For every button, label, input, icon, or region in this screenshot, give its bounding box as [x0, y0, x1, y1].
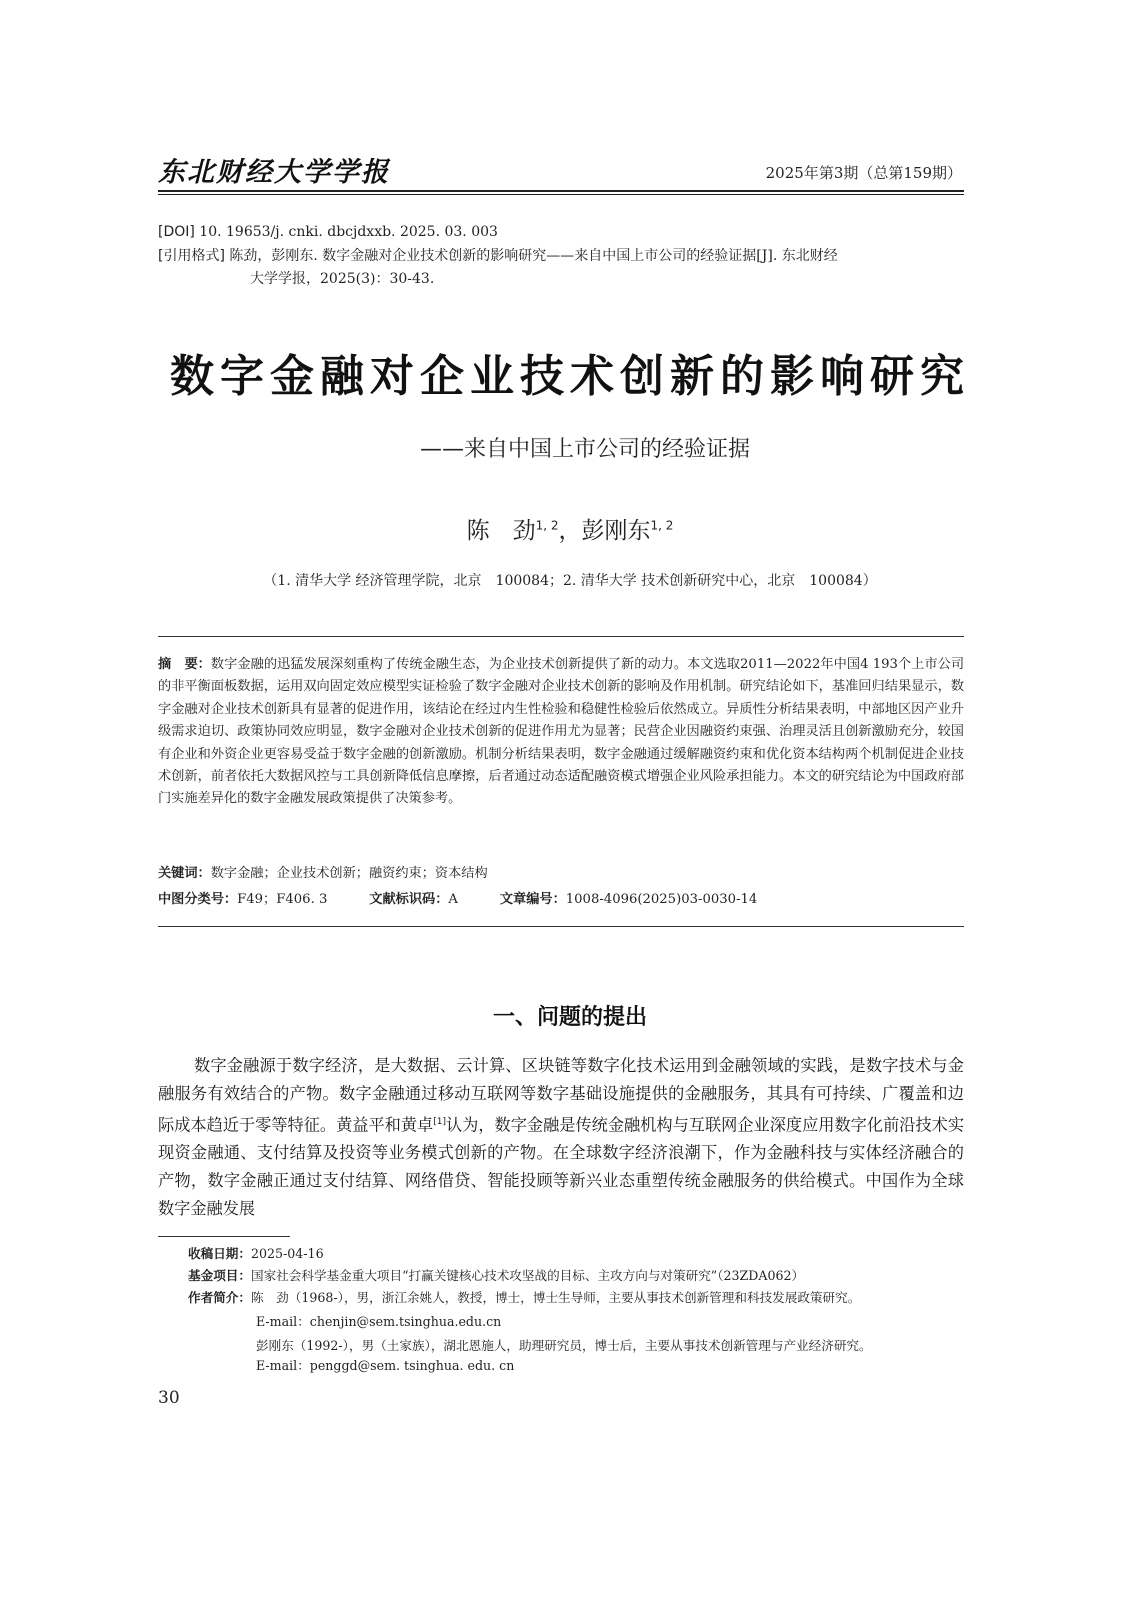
- author-affil-sup: 1, 2: [535, 518, 559, 533]
- keywords-text: 数字金融；企业技术创新；融资约束；资本结构: [210, 866, 488, 881]
- fund-text: 国家社会科学基金重大项目“打赢关键核心技术攻坚战的目标、主攻方向与对策研究”（23ZDA062）: [250, 1268, 805, 1283]
- body-text-part: 认为，数字金融是传统金融机构与互联网企业深度应用数字化前沿技术实现资金融通、支付结算及投资等业务模式创新的产物。在全球数字经济浪潮下，作为金融科技与实体经济融合的产物，数字金融正通过支付结算、网络借贷、智能投顾等新兴业态重塑传统金融服务的供给模式。中国作为全球数字金融发展: [158, 1115, 965, 1219]
- author-line: [0, 512, 1140, 545]
- author-bio-text: 陈 劲（1968-），男，浙江余姚人，教授，博士，博士生导师，主要从事技术创新管理和科技发展政策研究。: [250, 1290, 861, 1305]
- abstract: [158, 654, 964, 811]
- doi-value: 10. 19653/j. cnki. dbcjdxxb. 2025. 03. 003: [194, 224, 498, 240]
- clc-label: 中图分类号：: [158, 892, 238, 907]
- footnote-author-bio: [188, 1288, 968, 1308]
- citation-text: 陈劲，彭刚东. 数字金融对企业技术创新的影响研究——来自中国上市公司的经验证据[J]. 东北财经: [224, 248, 838, 264]
- citation-line: [158, 244, 968, 268]
- header-rule-thin: [158, 194, 964, 195]
- abstract-bottom-rule: [158, 926, 964, 927]
- fund-label: 基金项目：: [188, 1268, 251, 1283]
- body-text-part: 数字金融源于数字经济，是大数据、云计算、区块链等数字化技术运用到金融领域的实践，是数字技术与金融服务有效结合的产物。数字金融通过移动互联网等数字基础设施提供的金融服务，其具有可持续、广覆盖和边际成本趋近于零等特征。黄益平和黄卓: [158, 1056, 964, 1135]
- footnote-rule: [158, 1236, 290, 1237]
- classification-line: [158, 888, 757, 907]
- clc-value: F49；F406. 3: [237, 892, 328, 907]
- author-separator: ，: [558, 518, 582, 544]
- received-label: 收稿日期：: [188, 1246, 251, 1261]
- section-heading: 一、问题的提出: [492, 1005, 647, 1030]
- author-name: 彭刚东: [581, 518, 651, 544]
- citation-ref: [1]: [433, 1117, 446, 1127]
- footnote-email: E-mail：penggd@sem. tsinghua. edu. cn: [256, 1358, 515, 1373]
- footnote-received: [188, 1244, 324, 1264]
- footnote-author-bio: 彭刚东（1992-），男（土家族），湖北恩施人，助理研究员，博士后，主要从事技术创新管理与产业经济研究。: [256, 1338, 872, 1353]
- doi-label: [DOI]: [158, 224, 195, 240]
- article-subtitle: ——来自中国上市公司的经验证据: [420, 437, 751, 462]
- issue-number: 2025年第3期（总第159期）: [765, 164, 962, 182]
- doc-code-label: 文献标识码：: [369, 892, 449, 907]
- affiliation: （1. 清华大学 经济管理学院，北京 100084；2. 清华大学 技术创新研究中心，北京 100084）: [263, 573, 877, 589]
- article-no-label: 文章编号：: [499, 892, 566, 907]
- header-rule: [158, 190, 964, 192]
- doc-code-value: A: [448, 892, 458, 907]
- doi-line: [158, 220, 498, 244]
- citation-label: [引用格式]: [158, 248, 225, 264]
- author-affil-sup: 1, 2: [650, 518, 674, 533]
- article-no-value: 1008-4096(2025)03-0030-14: [565, 892, 758, 907]
- article-title: 数字金融对企业技术创新的影响研究: [170, 351, 970, 402]
- author-name: 陈 劲: [466, 518, 536, 544]
- footnote-fund: [188, 1266, 804, 1286]
- journal-name: 东北财经大学学报: [158, 157, 390, 188]
- page-number: 30: [158, 1388, 180, 1408]
- received-date: 2025-04-16: [250, 1246, 324, 1261]
- keywords: [158, 862, 488, 881]
- abstract-text: 数字金融的迅猛发展深刻重构了传统金融生态，为企业技术创新提供了新的动力。本文选取2011—2022年中国4 193个上市公司的非平衡面板数据，运用双向固定效应模型实证检验了数字金融对企业技术创新的影响及作用机制。研究结论如下，基准回归结果显示，数字金融对企业技术创新具有显著的促进作用，该结论在经过内生性检验和稳健性检验后依然成立。异质性分析结果表明，中部地区因产业升级需求迫切、政策协同效应明显，数字金融对企业技术创新的促进作用尤为显著；民营企业因融资约束强、治理灵活且创新激励充分，较国有企业和外资企业更容易受益于数字金融的创新激励。机制分析结果表明，数字金融通过缓解融资约束和优化资本结构两个机制促进企业技术创新，前者依托大数据风控与工具创新降低信息摩擦，后者通过动态适配融资模式增强企业风险承担能力。本文的研究结论为中国政府部门实施差异化的数字金融发展政策提供了决策参考。: [158, 657, 965, 807]
- keywords-label: 关键词：: [158, 866, 211, 881]
- body-paragraph: [158, 1052, 964, 1223]
- footnote-email: E-mail：chenjin@sem.tsinghua.edu.cn: [256, 1314, 502, 1329]
- abstract-label: 摘 要：: [158, 657, 211, 672]
- author-bio-label: 作者简介：: [188, 1290, 251, 1305]
- citation-continuation: 大学学报，2025(3)：30-43.: [250, 271, 435, 287]
- abstract-top-rule: [158, 636, 964, 637]
